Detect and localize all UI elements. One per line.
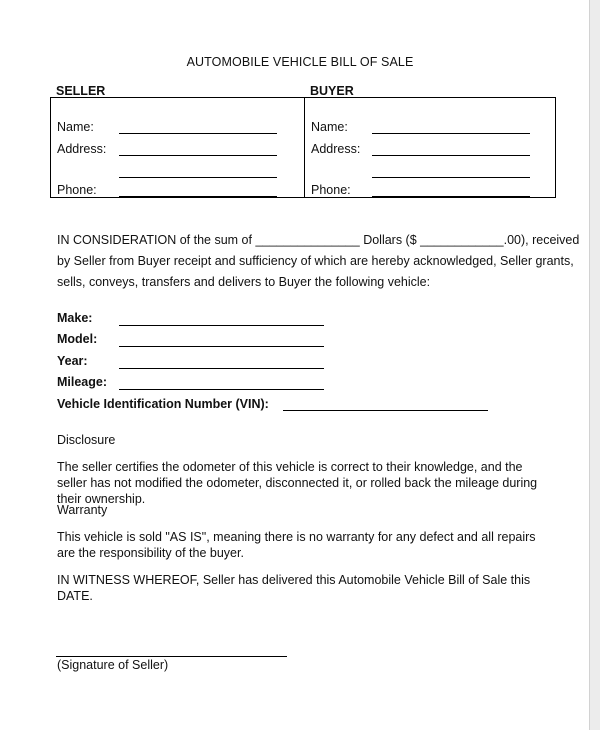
seller-address-field-2[interactable] [119, 177, 277, 178]
vin-field[interactable] [283, 410, 488, 411]
document-title: AUTOMOBILE VEHICLE BILL OF SALE [186, 55, 414, 69]
consideration-paragraph [57, 230, 580, 293]
vin-label: Vehicle Identification Number (VIN): [57, 397, 269, 411]
buyer-name-field[interactable] [372, 133, 530, 134]
party-info-box [50, 97, 556, 198]
consideration-text-1: IN CONSIDERATION of the sum of [57, 233, 256, 247]
seller-phone-field[interactable] [119, 196, 277, 197]
seller-signature-label: (Signature of Seller) [57, 658, 169, 672]
year-field[interactable] [119, 368, 324, 369]
seller-address-label: Address: [57, 142, 107, 156]
buyer-address-label: Address: [311, 142, 361, 156]
seller-signature-line[interactable] [56, 656, 287, 657]
buyer-heading: BUYER [310, 84, 354, 98]
model-label: Model: [57, 332, 98, 346]
witness-statement: IN WITNESS WHEREOF, Seller has delivered this Automobile Vehicle Bill of Sale this DATE. [57, 573, 531, 603]
disclosure-text: The seller certifies the odometer of this vehicle is correct to their knowledge, and the seller has not modified the odometer, disconnected it, or rolled back the mileage during their ownership. [57, 460, 538, 506]
year-label: Year: [57, 354, 88, 368]
party-divider [304, 98, 305, 197]
seller-name-field[interactable] [119, 133, 277, 134]
disclosure-heading: Disclosure [57, 433, 116, 447]
mileage-field[interactable] [119, 389, 324, 390]
seller-phone-label: Phone: [57, 183, 97, 197]
buyer-address-field-2[interactable] [372, 177, 530, 178]
dollar-blank[interactable]: ____________ [420, 233, 504, 247]
mileage-label: Mileage: [57, 375, 108, 389]
buyer-name-label: Name: [311, 120, 348, 134]
make-label: Make: [57, 311, 93, 325]
consideration-text-3: .00), received [503, 233, 580, 247]
sum-blank[interactable]: _______________ [255, 233, 360, 247]
consideration-line-3: sells, conveys, transfers and delivers to Buyer the following vehicle: [57, 275, 431, 289]
warranty-heading: Warranty [57, 503, 108, 517]
warranty-text: This vehicle is sold "AS IS", meaning there is no warranty for any defect and all repairs are the responsibility of the buyer. [57, 530, 536, 560]
consideration-line-2: by Seller from Buyer receipt and sufficiency of which are hereby acknowledged, Seller grants, [57, 254, 574, 268]
buyer-address-field-1[interactable] [372, 155, 530, 156]
consideration-text-2: Dollars ($ [359, 233, 421, 247]
seller-address-field-1[interactable] [119, 155, 277, 156]
seller-name-label: Name: [57, 120, 94, 134]
buyer-phone-label: Phone: [311, 183, 351, 197]
seller-heading: SELLER [56, 84, 106, 98]
make-field[interactable] [119, 325, 324, 326]
buyer-phone-field[interactable] [372, 196, 530, 197]
model-field[interactable] [119, 346, 324, 347]
